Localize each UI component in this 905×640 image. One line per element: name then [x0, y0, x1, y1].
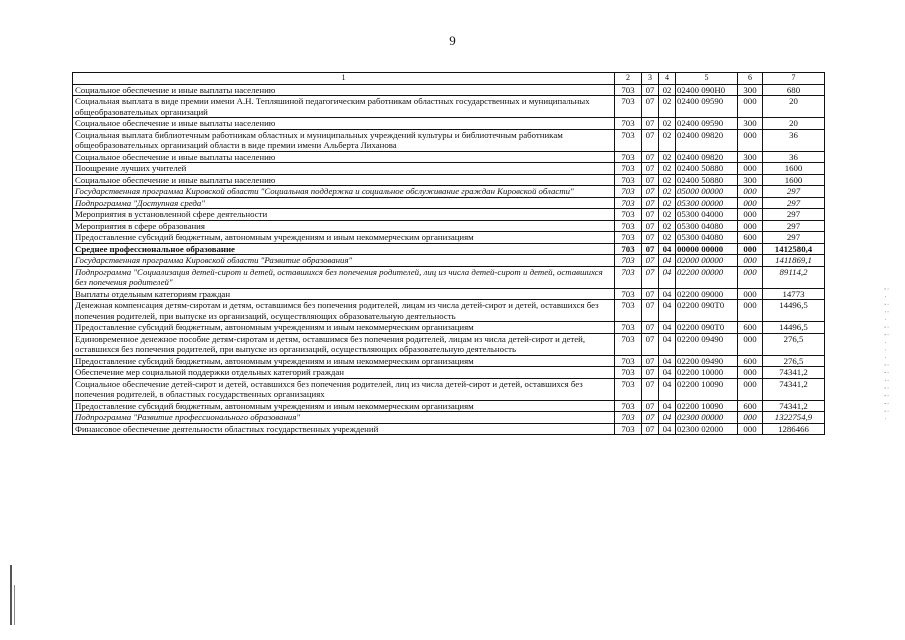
row-name-cell: Подпрограмма "Социализация детей-сирот и детей, оставшихся без попечения родителей, лиц из числа детей-сирот и детей, оставшихся без попечения родителей"	[73, 266, 615, 288]
subsection-cell: 04	[659, 423, 676, 435]
expense-type-cell: 000	[738, 288, 763, 300]
section-cell: 07	[642, 333, 659, 355]
section-cell: 07	[642, 174, 659, 186]
admin-code-cell: 703	[615, 96, 642, 118]
section-cell: 07	[642, 118, 659, 130]
subsection-cell: 04	[659, 367, 676, 379]
expense-type-cell: 000	[738, 423, 763, 435]
target-article-cell: 02200 10090	[676, 378, 738, 400]
amount-cell: 89114,2	[763, 266, 825, 288]
amount-cell: 297	[763, 197, 825, 209]
target-article-cell: 05300 04080	[676, 232, 738, 244]
row-name-cell: Социальная выплата библиотечным работникам областных и муниципальных учреждений культуры и библиотечным работникам общеобразовательных организаций области в виде премии имени Альберта Лиханова	[73, 129, 615, 151]
admin-code-cell: 703	[615, 174, 642, 186]
table-row	[73, 333, 825, 355]
subsection-cell: 04	[659, 243, 676, 255]
target-article-cell: 02400 09820	[676, 129, 738, 151]
admin-code-cell: 703	[615, 84, 642, 96]
amount-cell: 297	[763, 209, 825, 221]
target-article-cell: 02400 09590	[676, 96, 738, 118]
table-row	[73, 378, 825, 400]
row-name-cell: Подпрограмма "Развитие профессионального образования"	[73, 412, 615, 424]
header-cell-4: 4	[659, 73, 676, 85]
table-row	[73, 243, 825, 255]
table-row	[73, 255, 825, 267]
amount-cell: 74341,2	[763, 378, 825, 400]
page-number: 9	[449, 33, 456, 48]
subsection-cell: 04	[659, 333, 676, 355]
subsection-cell: 02	[659, 151, 676, 163]
section-cell: 07	[642, 255, 659, 267]
admin-code-cell: 703	[615, 129, 642, 151]
table-row	[73, 186, 825, 198]
section-cell: 07	[642, 400, 659, 412]
subsection-cell: 02	[659, 232, 676, 244]
admin-code-cell: 703	[615, 220, 642, 232]
subsection-cell: 04	[659, 322, 676, 334]
row-name-cell: Выплаты отдельным категориям граждан	[73, 288, 615, 300]
section-cell: 07	[642, 288, 659, 300]
expense-type-cell: 000	[738, 129, 763, 151]
amount-cell: 74341,2	[763, 367, 825, 379]
table-row	[73, 209, 825, 221]
subsection-cell: 02	[659, 174, 676, 186]
subsection-cell: 04	[659, 255, 676, 267]
target-article-cell: 02300 00000	[676, 412, 738, 424]
header-cell-3: 3	[642, 73, 659, 85]
amount-cell: 297	[763, 232, 825, 244]
expense-type-cell: 000	[738, 378, 763, 400]
admin-code-cell: 703	[615, 197, 642, 209]
table-row	[73, 232, 825, 244]
admin-code-cell: 703	[615, 232, 642, 244]
section-cell: 07	[642, 232, 659, 244]
expense-type-cell: 000	[738, 96, 763, 118]
admin-code-cell: 703	[615, 255, 642, 267]
admin-code-cell: 703	[615, 412, 642, 424]
admin-code-cell: 703	[615, 163, 642, 175]
expense-type-cell: 000	[738, 197, 763, 209]
target-article-cell: 05300 04000	[676, 209, 738, 221]
section-cell: 07	[642, 186, 659, 198]
target-article-cell: 02400 090Н0	[676, 84, 738, 96]
target-article-cell: 02300 02000	[676, 423, 738, 435]
expense-type-cell: 000	[738, 266, 763, 288]
expense-type-cell: 000	[738, 243, 763, 255]
target-article-cell: 02400 09820	[676, 151, 738, 163]
section-cell: 07	[642, 96, 659, 118]
table-row	[73, 266, 825, 288]
section-cell: 07	[642, 412, 659, 424]
row-name-cell: Социальное обеспечение и иные выплаты населению	[73, 151, 615, 163]
section-cell: 07	[642, 266, 659, 288]
target-article-cell: 00000 00000	[676, 243, 738, 255]
amount-cell: 297	[763, 186, 825, 198]
expense-type-cell: 000	[738, 333, 763, 355]
row-name-cell: Социальная выплата в виде премии имени А.Н. Тепляшиной педагогическим работникам областных государственных и муниципальных общеобразовательных организаций	[73, 96, 615, 118]
section-cell: 07	[642, 129, 659, 151]
row-name-cell: Социальное обеспечение и иные выплаты населению	[73, 118, 615, 130]
subsection-cell: 04	[659, 400, 676, 412]
expense-type-cell: 000	[738, 220, 763, 232]
section-cell: 07	[642, 163, 659, 175]
expense-type-cell: 600	[738, 355, 763, 367]
subsection-cell: 04	[659, 412, 676, 424]
subsection-cell: 02	[659, 186, 676, 198]
expense-type-cell: 300	[738, 84, 763, 96]
section-cell: 07	[642, 151, 659, 163]
amount-cell: 1600	[763, 163, 825, 175]
row-name-cell: Государственная программа Кировской области "Развитие образования"	[73, 255, 615, 267]
section-cell: 07	[642, 209, 659, 221]
expense-type-cell: 300	[738, 118, 763, 130]
table-row	[73, 288, 825, 300]
row-name-cell: Среднее профессиональное образование	[73, 243, 615, 255]
admin-code-cell: 703	[615, 209, 642, 221]
table-row	[73, 163, 825, 175]
row-name-cell: Обеспечение мер социальной поддержки отдельных категорий граждан	[73, 367, 615, 379]
target-article-cell: 05300 04080	[676, 220, 738, 232]
section-cell: 07	[642, 322, 659, 334]
expense-type-cell: 600	[738, 232, 763, 244]
admin-code-cell: 703	[615, 378, 642, 400]
expense-type-cell: 000	[738, 186, 763, 198]
subsection-cell: 02	[659, 96, 676, 118]
table-row	[73, 84, 825, 96]
table-row	[73, 151, 825, 163]
section-cell: 07	[642, 367, 659, 379]
table-row	[73, 197, 825, 209]
subsection-cell: 04	[659, 355, 676, 367]
target-article-cell: 02000 00000	[676, 255, 738, 267]
section-cell: 07	[642, 378, 659, 400]
admin-code-cell: 703	[615, 151, 642, 163]
expense-type-cell: 300	[738, 174, 763, 186]
expense-type-cell: 000	[738, 412, 763, 424]
header-cell-7: 7	[763, 73, 825, 85]
admin-code-cell: 703	[615, 300, 642, 322]
expense-type-cell: 000	[738, 367, 763, 379]
amount-cell: 276,5	[763, 333, 825, 355]
amount-cell: 1411869,1	[763, 255, 825, 267]
section-cell: 07	[642, 423, 659, 435]
admin-code-cell: 703	[615, 243, 642, 255]
subsection-cell: 04	[659, 378, 676, 400]
table-row	[73, 129, 825, 151]
amount-cell: 36	[763, 129, 825, 151]
amount-cell: 74341,2	[763, 400, 825, 412]
amount-cell: 14496,5	[763, 300, 825, 322]
admin-code-cell: 703	[615, 266, 642, 288]
subsection-cell: 02	[659, 209, 676, 221]
target-article-cell: 02400 09590	[676, 118, 738, 130]
admin-code-cell: 703	[615, 186, 642, 198]
admin-code-cell: 703	[615, 400, 642, 412]
table-row	[73, 174, 825, 186]
target-article-cell: 05300 00000	[676, 197, 738, 209]
section-cell: 07	[642, 355, 659, 367]
target-article-cell: 02200 10090	[676, 400, 738, 412]
row-name-cell: Предоставление субсидий бюджетным, автономным учреждениям и иным некоммерческим организациям	[73, 355, 615, 367]
row-name-cell: Денежная компенсация детям-сиротам и детям, оставшимся без попечения родителей, лицам из числа детей-сирот и детей, оставшихся без попечения родителей, при выпуске из организаций, осуществляющих образовательную деятельность	[73, 300, 615, 322]
admin-code-cell: 703	[615, 423, 642, 435]
admin-code-cell: 703	[615, 322, 642, 334]
table-row	[73, 322, 825, 334]
row-name-cell: Предоставление субсидий бюджетным, автономным учреждениям и иным некоммерческим организациям	[73, 400, 615, 412]
amount-cell: 14773	[763, 288, 825, 300]
subsection-cell: 02	[659, 118, 676, 130]
target-article-cell: 02200 09490	[676, 333, 738, 355]
admin-code-cell: 703	[615, 118, 642, 130]
expense-type-cell: 600	[738, 400, 763, 412]
budget-table	[72, 72, 825, 435]
header-cell-2: 2	[615, 73, 642, 85]
admin-code-cell: 703	[615, 367, 642, 379]
target-article-cell: 02200 090Т0	[676, 300, 738, 322]
expense-type-cell: 600	[738, 322, 763, 334]
table-row	[73, 220, 825, 232]
table-row	[73, 355, 825, 367]
admin-code-cell: 703	[615, 355, 642, 367]
target-article-cell: 02400 50880	[676, 174, 738, 186]
amount-cell: 297	[763, 220, 825, 232]
section-cell: 07	[642, 300, 659, 322]
amount-cell: 14496,5	[763, 322, 825, 334]
table-row	[73, 423, 825, 435]
subsection-cell: 02	[659, 163, 676, 175]
subsection-cell: 04	[659, 300, 676, 322]
row-name-cell: Мероприятия в сфере образования	[73, 220, 615, 232]
subsection-cell: 02	[659, 220, 676, 232]
amount-cell: 20	[763, 96, 825, 118]
amount-cell: 1600	[763, 174, 825, 186]
margin-binding-line-secondary	[14, 585, 15, 625]
target-article-cell: 02200 090Т0	[676, 322, 738, 334]
admin-code-cell: 703	[615, 288, 642, 300]
amount-cell: 20	[763, 118, 825, 130]
section-cell: 07	[642, 243, 659, 255]
table-row	[73, 367, 825, 379]
subsection-cell: 02	[659, 84, 676, 96]
amount-cell: 680	[763, 84, 825, 96]
expense-type-cell: 000	[738, 300, 763, 322]
target-article-cell: 05000 00000	[676, 186, 738, 198]
section-cell: 07	[642, 84, 659, 96]
target-article-cell: 02200 09000	[676, 288, 738, 300]
row-name-cell: Подпрограмма "Доступная среда"	[73, 197, 615, 209]
row-name-cell: Единовременное денежное пособие детям-сиротам и детям, оставшимся без попечения родителей, лицам из числа детей-сирот и детей, оставшихся без попечения родителей, при выпуске из организаций, осуществляющих образовательную деятельность	[73, 333, 615, 355]
table-row	[73, 412, 825, 424]
row-name-cell: Предоставление субсидий бюджетным, автономным учреждениям и иным некоммерческим организациям	[73, 322, 615, 334]
row-name-cell: Социальное обеспечение и иные выплаты населению	[73, 84, 615, 96]
admin-code-cell: 703	[615, 333, 642, 355]
header-cell-5: 5	[676, 73, 738, 85]
table-row	[73, 300, 825, 322]
amount-cell: 36	[763, 151, 825, 163]
expense-type-cell: 000	[738, 163, 763, 175]
subsection-cell: 04	[659, 288, 676, 300]
subsection-cell: 02	[659, 129, 676, 151]
table-header-row	[73, 73, 825, 85]
row-name-cell: Государственная программа Кировской области "Социальная поддержка и социальное обслуживание граждан Кировской области"	[73, 186, 615, 198]
margin-binding-line	[10, 565, 12, 625]
amount-cell: 1322754,9	[763, 412, 825, 424]
target-article-cell: 02200 10000	[676, 367, 738, 379]
target-article-cell: 02400 50880	[676, 163, 738, 175]
section-cell: 07	[642, 197, 659, 209]
row-name-cell: Финансовое обеспечение деятельности областных государственных учреждений	[73, 423, 615, 435]
expense-type-cell: 000	[738, 209, 763, 221]
subsection-cell: 02	[659, 197, 676, 209]
table-row	[73, 118, 825, 130]
expense-type-cell: 300	[738, 151, 763, 163]
row-name-cell: Социальное обеспечение и иные выплаты населению	[73, 174, 615, 186]
row-name-cell: Мероприятия в установленной сфере деятельности	[73, 209, 615, 221]
target-article-cell: 02200 09490	[676, 355, 738, 367]
header-cell-6: 6	[738, 73, 763, 85]
row-name-cell: Социальное обеспечение детей-сирот и детей, оставшихся без попечения родителей, лиц из числа детей-сирот и детей, оставшихся без попечения родителей, в областных государственных организациях	[73, 378, 615, 400]
target-article-cell: 02200 00000	[676, 266, 738, 288]
amount-cell: 1412580,4	[763, 243, 825, 255]
table-row	[73, 96, 825, 118]
expense-type-cell: 000	[738, 255, 763, 267]
row-name-cell: Предоставление субсидий бюджетным, автономным учреждениям и иным некоммерческим организациям	[73, 232, 615, 244]
amount-cell: 1286466	[763, 423, 825, 435]
table-row	[73, 400, 825, 412]
section-cell: 07	[642, 220, 659, 232]
header-cell-1: 1	[73, 73, 615, 85]
row-name-cell: Поощрение лучших учителей	[73, 163, 615, 175]
amount-cell: 276,5	[763, 355, 825, 367]
side-scan-mark: ; . ; : . ; ; . . . ; ; : ; ; ; ; .	[883, 288, 891, 422]
subsection-cell: 04	[659, 266, 676, 288]
